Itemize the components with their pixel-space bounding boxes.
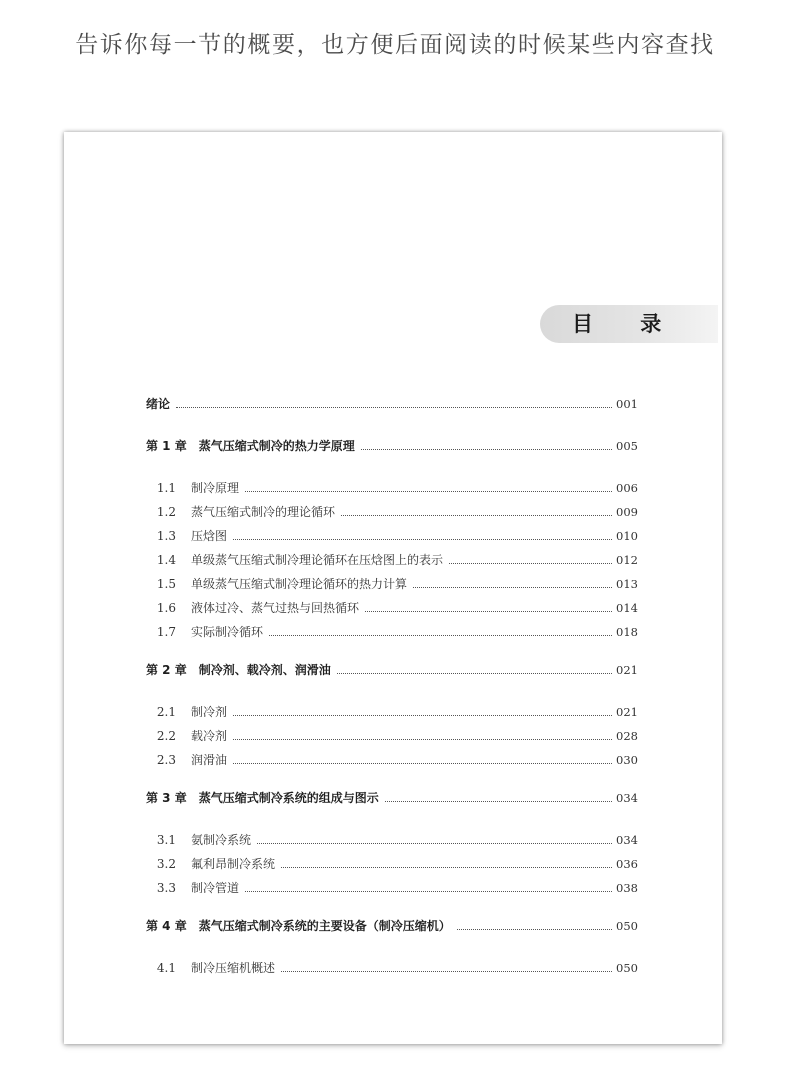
section-number: 1.3 [156, 529, 176, 543]
dot-leader [245, 491, 612, 492]
entry-title: 制冷原理 [191, 481, 240, 495]
toc-section-entry [146, 548, 638, 568]
dot-leader [233, 739, 612, 740]
entry-title: 单级蒸气压缩式制冷理论循环在压焓图上的表示 [191, 553, 444, 567]
toc-chapter-entry [146, 392, 638, 412]
page-number: 010 [616, 529, 638, 543]
dot-leader [257, 843, 612, 844]
toc-title: 目 录 [572, 312, 682, 336]
toc-section-entry [146, 524, 638, 544]
toc-heading-banner [540, 305, 718, 343]
dot-leader [337, 673, 612, 674]
chapter-number: 第 4 章 [146, 919, 187, 933]
page-number: 013 [616, 577, 638, 591]
toc-section-entry [146, 572, 638, 592]
page-number: 050 [616, 961, 638, 975]
entry-title: 载冷剂 [191, 729, 228, 743]
dot-leader [449, 563, 612, 564]
page-caption: 告诉你每一节的概要，也方便后面阅读的时候某些内容查找 [75, 32, 715, 58]
page-number: 028 [616, 729, 638, 743]
toc-section-entry [146, 876, 638, 896]
entry-title: 压焓图 [191, 529, 228, 543]
page-number: 012 [616, 553, 638, 567]
page-number: 050 [616, 919, 638, 933]
dot-leader [413, 587, 612, 588]
entry-title: 蒸气压缩式制冷系统的组成与图示 [198, 791, 379, 805]
section-number: 1.1 [156, 481, 176, 495]
toc-section-entry [146, 852, 638, 872]
toc-section-entry [146, 476, 638, 496]
page-number: 021 [616, 663, 638, 677]
toc-section-entry [146, 620, 638, 640]
chapter-number: 第 1 章 [146, 439, 187, 453]
page-number: 034 [616, 833, 638, 847]
dot-leader [233, 715, 612, 716]
dot-leader [281, 867, 612, 868]
chapter-number: 第 2 章 [146, 663, 187, 677]
page-number: 034 [616, 791, 638, 805]
section-number: 3.2 [156, 857, 176, 871]
entry-title: 氟利昂制冷系统 [191, 857, 276, 871]
section-number: 4.1 [156, 961, 176, 975]
dot-leader [457, 929, 612, 930]
entry-title: 蒸气压缩式制冷的理论循环 [191, 505, 336, 519]
section-number: 1.7 [156, 625, 176, 639]
section-number: 3.3 [156, 881, 176, 895]
section-number: 1.5 [156, 577, 176, 591]
entry-title: 制冷剂 [191, 705, 228, 719]
toc-section-entry [146, 500, 638, 520]
section-number: 1.4 [156, 553, 176, 567]
toc-section-entry [146, 596, 638, 616]
dot-leader [176, 407, 612, 408]
entry-title: 制冷剂、载冷剂、润滑油 [198, 663, 331, 677]
dot-leader [269, 635, 612, 636]
page-number: 014 [616, 601, 638, 615]
page-number: 009 [616, 505, 638, 519]
entry-title: 制冷压缩机概述 [191, 961, 276, 975]
section-number: 2.2 [156, 729, 176, 743]
chapter-number: 第 3 章 [146, 791, 187, 805]
entry-title: 实际制冷循环 [191, 625, 264, 639]
page-number: 021 [616, 705, 638, 719]
toc-chapter-entry [146, 434, 638, 454]
dot-leader [233, 763, 612, 764]
page-number: 038 [616, 881, 638, 895]
entry-title: 蒸气压缩式制冷系统的主要设备（制冷压缩机） [198, 919, 451, 933]
dot-leader [385, 801, 612, 802]
page-number: 006 [616, 481, 638, 495]
entry-title: 单级蒸气压缩式制冷理论循环的热力计算 [191, 577, 408, 591]
toc-section-entry [146, 700, 638, 720]
entry-title: 绪论 [146, 397, 171, 411]
toc-section-entry [146, 828, 638, 848]
dot-leader [281, 971, 612, 972]
entry-title: 蒸气压缩式制冷的热力学原理 [198, 439, 355, 453]
toc-section-entry [146, 748, 638, 768]
book-page [64, 132, 722, 1044]
dot-leader [233, 539, 612, 540]
entry-title: 液体过冷、蒸气过热与回热循环 [191, 601, 360, 615]
page-number: 018 [616, 625, 638, 639]
page-number: 030 [616, 753, 638, 767]
toc-chapter-entry [146, 786, 638, 806]
toc-chapter-entry [146, 914, 638, 934]
section-number: 1.6 [156, 601, 176, 615]
section-number: 3.1 [156, 833, 176, 847]
dot-leader [365, 611, 612, 612]
section-number: 2.1 [156, 705, 176, 719]
page-number: 005 [616, 439, 638, 453]
toc-section-entry [146, 724, 638, 744]
section-number: 1.2 [156, 505, 176, 519]
entry-title: 制冷管道 [191, 881, 240, 895]
section-number: 2.3 [156, 753, 176, 767]
entry-title: 氨制冷系统 [191, 833, 252, 847]
dot-leader [245, 891, 612, 892]
entry-title: 润滑油 [191, 753, 228, 767]
page-number: 001 [616, 397, 638, 411]
dot-leader [361, 449, 612, 450]
toc-chapter-entry [146, 658, 638, 678]
dot-leader [341, 515, 612, 516]
page-number: 036 [616, 857, 638, 871]
toc-section-entry [146, 956, 638, 976]
